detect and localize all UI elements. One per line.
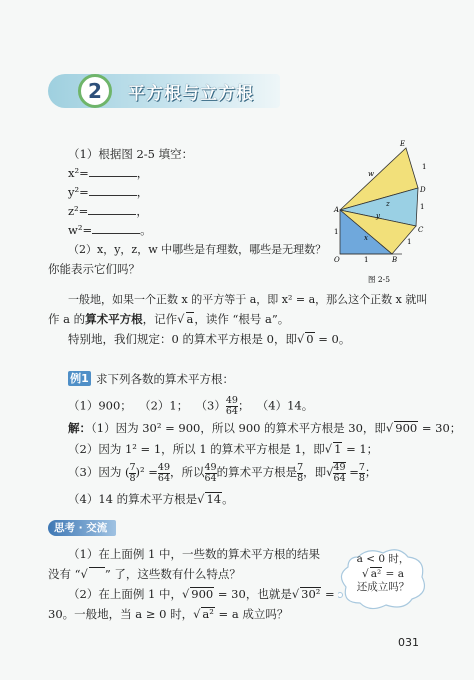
item: （2）1； (139, 398, 189, 413)
fill-blank (92, 222, 140, 234)
text: （2）因为 1² = 1，所以 1 的算术平方根是 1，即 (68, 442, 325, 456)
q2-line2: 你能表示它们吗？ (48, 262, 140, 276)
sqrt-900: 900 (191, 587, 214, 601)
label-one-OA: 1 (334, 228, 339, 236)
para1-line1: 一般地，如果一个正数 x 的平方等于 a，即 x² = a，那么这个正数 x 就叫 (68, 293, 428, 306)
numerator: 7 (297, 461, 304, 473)
text: = 1； (342, 442, 379, 456)
label-x: x (364, 234, 368, 242)
text: )² = (135, 465, 158, 479)
text: ； (364, 465, 377, 479)
denominator: 8 (129, 472, 136, 484)
text: = a (382, 568, 404, 580)
text: = a 成立吗？ (214, 607, 289, 621)
think-discuss-label: 思考 · 交流 (54, 522, 108, 534)
para2: 特别地，我们规定：0 的算术平方根是 0，即√ 0 = 0。 (68, 332, 351, 346)
text: 特别地，我们规定：0 的算术平方根是 0，即 (68, 332, 297, 346)
solution-2: （2）因为 1² = 1，所以 1 的算术平方根是 1，即√ 1 = 1； (68, 442, 379, 456)
text: （1）因为 30² = 900，所以 900 的算术平方根是 30，即 (91, 421, 386, 435)
q1-intro: （1）根据图 2-5 填空： (68, 147, 194, 161)
text: = (321, 587, 335, 601)
denominator: 64 (204, 472, 217, 484)
text: ，即 (303, 465, 327, 479)
label-one-OB: 1 (364, 256, 369, 264)
section-title: 平方根与立方根 (128, 84, 254, 104)
think-line2: 没有 “√ ” 了，这些数有什么特点？ (48, 567, 241, 581)
text: = (345, 465, 359, 479)
cloud-line1: a < 0 时， (356, 553, 410, 565)
label-w: w (368, 170, 374, 178)
text: 的算术平方根是 (216, 465, 298, 479)
solution-label: 解： (68, 421, 91, 435)
text: ，记作 (142, 312, 178, 326)
text: （2）在上面例 1 中， (68, 587, 182, 601)
term-arithmetic-root: 算术平方根 (85, 312, 143, 326)
q2-line1: （2）x，y，z，w 中哪些是有理数，哪些是无理数？ (68, 243, 327, 256)
numerator: 49 (157, 461, 170, 473)
think-line1: （1）在上面例 1 中，一些数的算术平方根的结果 (68, 547, 320, 561)
sqrt-30-squared: 30² (301, 587, 321, 601)
label-y: y (376, 212, 380, 220)
text: 作 a 的 (48, 312, 86, 326)
fill-blank (88, 203, 136, 215)
denominator: 64 (333, 473, 346, 484)
fill-blank (89, 165, 137, 177)
sqrt-49-64 (333, 462, 345, 484)
fraction-49-64 (158, 463, 170, 484)
label-D: D (420, 186, 426, 194)
fill-end: ， (136, 204, 148, 218)
fill-end: ， (136, 185, 149, 199)
cloud-line3: 还成立吗？ (356, 581, 410, 593)
fill-line-w (68, 222, 152, 238)
fill-label: x²= (68, 166, 89, 180)
fill-blank (89, 184, 137, 196)
solution-1: 解：（1）因为 30² = 900，所以 900 的算术平方根是 30，即√ 900 = 30； (68, 421, 462, 435)
think-line4: 30。一般地，当 a ≥ 0 时，√ a² = a 成立吗？ (48, 607, 289, 621)
numerator: 49 (225, 395, 238, 406)
text: 30。一般地，当 a ≥ 0 时， (48, 607, 194, 621)
sqrt-0: 0 (306, 332, 314, 346)
denominator: 64 (157, 472, 170, 484)
text: = 30； (418, 421, 462, 435)
label-A: A (334, 206, 340, 214)
label-B: B (392, 256, 398, 264)
label-E: E (400, 140, 406, 148)
page-number: 031 (398, 636, 419, 649)
text: （4）14 的算术平方根是 (68, 492, 198, 506)
item: （4）14。 (256, 398, 314, 413)
denominator: 8 (358, 472, 365, 484)
numerator: 49 (333, 462, 346, 473)
fill-end: ， (136, 166, 149, 180)
text: ，所以 (170, 465, 205, 479)
cloud-line2: √ a² = a (362, 568, 404, 580)
item: （1）900； (68, 398, 132, 413)
fraction-49-64 (205, 463, 217, 484)
text: ” 了，这些数有什么特点？ (104, 567, 241, 581)
solution-3: （3）因为 ( $\frac{7}{8}$ )² = $\frac{49}{64}$ ，所以 $\frac{49}{64}$ 的算术平方根是 $\frac{7}{8}$ ，即√ $\frac{49}{64}$ = $\frac{7}{8}$ ； (68, 461, 377, 484)
solution-4: （4）14 的算术平方根是√ 14。 (68, 492, 234, 506)
denominator: 8 (297, 472, 304, 484)
section-number: 2 (78, 74, 112, 108)
fill-label: w²= (68, 223, 93, 237)
fill-line-y (68, 184, 148, 200)
label-z: z (386, 200, 390, 208)
sqrt-1: 1 (334, 442, 342, 456)
fraction-49-64 (226, 396, 238, 417)
label-one-DC: 1 (420, 203, 425, 211)
para1-line2: 作 a 的算术平方根，记作√ a，读作 “根号 a”。 (48, 312, 290, 326)
text: = 30，也就是 (214, 587, 292, 601)
text: ，读作 “根号 a”。 (194, 312, 290, 326)
empty-sqrt (89, 567, 105, 581)
text: = 0。 (314, 332, 351, 346)
label-C: C (418, 226, 424, 234)
text: 。 (222, 492, 234, 506)
label-O: O (334, 256, 340, 264)
denominator: 64 (225, 406, 238, 417)
example-prompt: 求下列各数的算术平方根： (96, 372, 234, 386)
numerator: 7 (358, 461, 365, 473)
sqrt-a-squared: a² (370, 568, 382, 580)
sqrt-a: a (186, 312, 194, 326)
fill-label: y²= (68, 185, 89, 199)
text: （3）因为 ( (68, 465, 130, 479)
sqrt-900: 900 (395, 421, 418, 435)
item: （3） (195, 398, 226, 413)
sqrt-14: 14 (206, 492, 222, 506)
fill-line-x (68, 165, 148, 181)
sqrt-a-squared: a² (202, 607, 214, 621)
label-one-CB: 1 (407, 238, 412, 246)
text: 没有 “ (48, 567, 81, 581)
figure-caption: 图 2-5 (368, 275, 390, 284)
numerator: 7 (129, 461, 136, 473)
fill-end: 。 (140, 223, 152, 237)
think-line3: （2）在上面例 1 中，√ 900 = 30，也就是√ 30² = (68, 587, 335, 601)
fill-label: z²= (68, 204, 89, 218)
numerator: 49 (204, 461, 217, 473)
example-badge: 例1 (68, 371, 91, 386)
label-one-ED: 1 (422, 163, 427, 171)
figure-2-5 (330, 136, 430, 286)
fill-line-z (68, 203, 148, 219)
example-items: （1）900； （2）1； （3） $\frac{49}{64}$ ； （4）14。 (68, 395, 314, 417)
